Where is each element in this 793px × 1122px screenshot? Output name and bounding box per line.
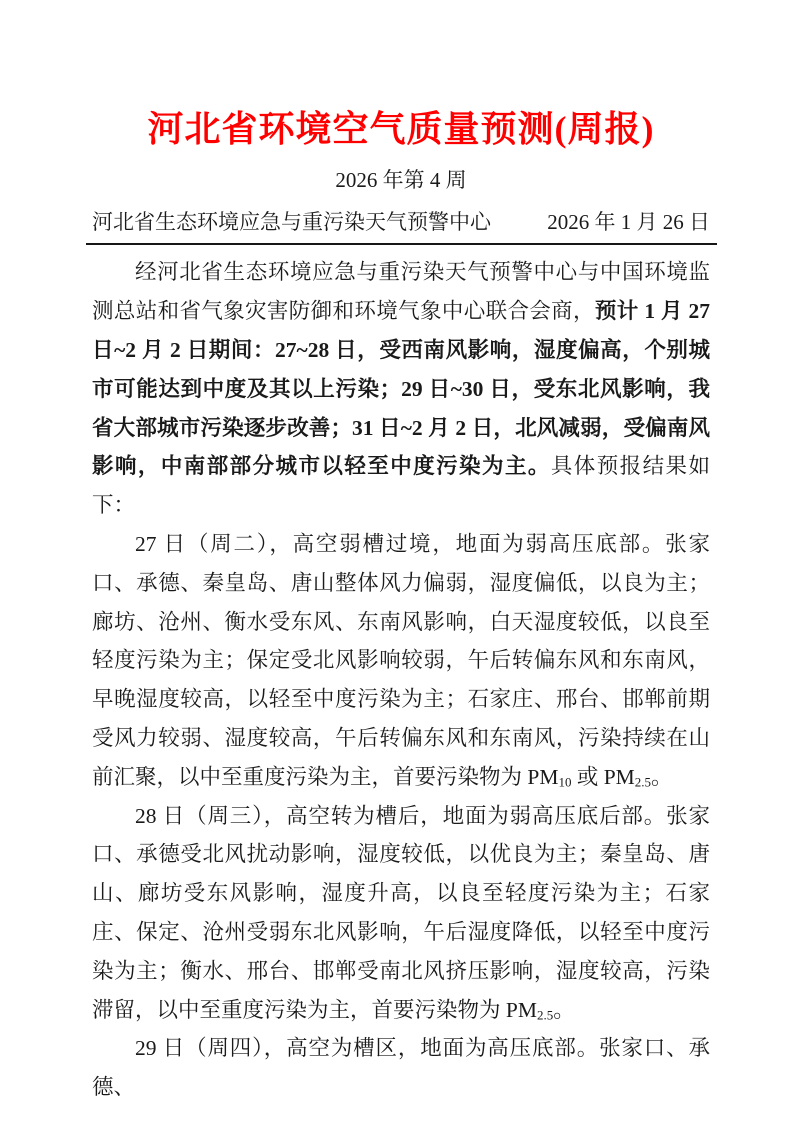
paragraph-text: 。 bbox=[651, 764, 673, 789]
pollutant-subscript: 2.5 bbox=[634, 774, 652, 790]
paragraph-text: 。 bbox=[553, 997, 575, 1022]
paragraph-text: 具体预报结果如下： bbox=[92, 454, 710, 518]
document-body bbox=[92, 253, 710, 1107]
header-divider bbox=[86, 243, 717, 245]
paragraph bbox=[92, 525, 710, 797]
document-content bbox=[92, 106, 710, 1107]
paragraph-text: 经河北省生态环境应急与重污染天气预警中心与中国环境监测总站和省气象灾害防御和环境气象中心联合会商， bbox=[92, 260, 710, 324]
forecast-summary-bold: 预计 1 月 27 日~2 月 2 日期间：27~28 日，受西南风影响，湿度偏高，个别城市可能达到中度及其以上污染；29 日~30 日，受东北风影响，我省大部城市污染逐步改善；31 日~2 月 2 日，北风减弱，受偏南风影响，中南部部分城市以轻至中度污染为主。 bbox=[92, 299, 710, 479]
paragraph bbox=[92, 797, 710, 1030]
byline-row bbox=[92, 209, 710, 236]
paragraph-text: 28 日（周三），高空转为槽后，地面为弱高压底后部。张家口、承德受北风扰动影响，湿度较低，以优良为主；秦皇岛、唐山、廊坊受东风影响，湿度升高，以良至轻度污染为主；石家庄、保定、沧州受弱东北风影响，午后湿度降低，以轻至中度污染为主；衡水、邢台、邯郸受南北风挤压影响，湿度较高，污染滞留，以中至重度污染为主，首要污染物为 PM bbox=[92, 803, 710, 1022]
issue-date: 2026 年 1 月 26 日 bbox=[547, 210, 710, 235]
paragraph bbox=[92, 1029, 710, 1107]
pollutant-subscript: 10 bbox=[558, 774, 572, 790]
issuing-agency: 河北省生态环境应急与重污染天气预警中心 bbox=[92, 210, 491, 235]
paragraph-text: 27 日（周二），高空弱槽过境，地面为弱高压底部。张家口、承德、秦皇岛、唐山整体风力偏弱，湿度偏低，以良为主；廊坊、沧州、衡水受东风、东南风影响，白天湿度较低，以良至轻度污染为主；保定受北风影响较弱，午后转偏东风和东南风，早晚湿度较高，以轻至中度污染为主；石家庄、邢台、邯郸前期受风力较弱、湿度较高，午后转偏东风和东南风，污染持续在山前汇聚，以中至重度污染为主，首要污染物为 PM bbox=[92, 531, 710, 789]
week-subtitle: 2026 年第 4 周 bbox=[335, 167, 467, 192]
paragraph-text: 或 PM bbox=[571, 764, 635, 789]
pollutant-subscript: 2.5 bbox=[536, 1007, 554, 1023]
document-title: 河北省环境空气质量预测(周报) bbox=[147, 109, 655, 149]
paragraph bbox=[92, 253, 710, 525]
paragraph-text: 29 日（周四），高空为槽区，地面为高压底部。张家口、承德、 bbox=[92, 1036, 710, 1100]
